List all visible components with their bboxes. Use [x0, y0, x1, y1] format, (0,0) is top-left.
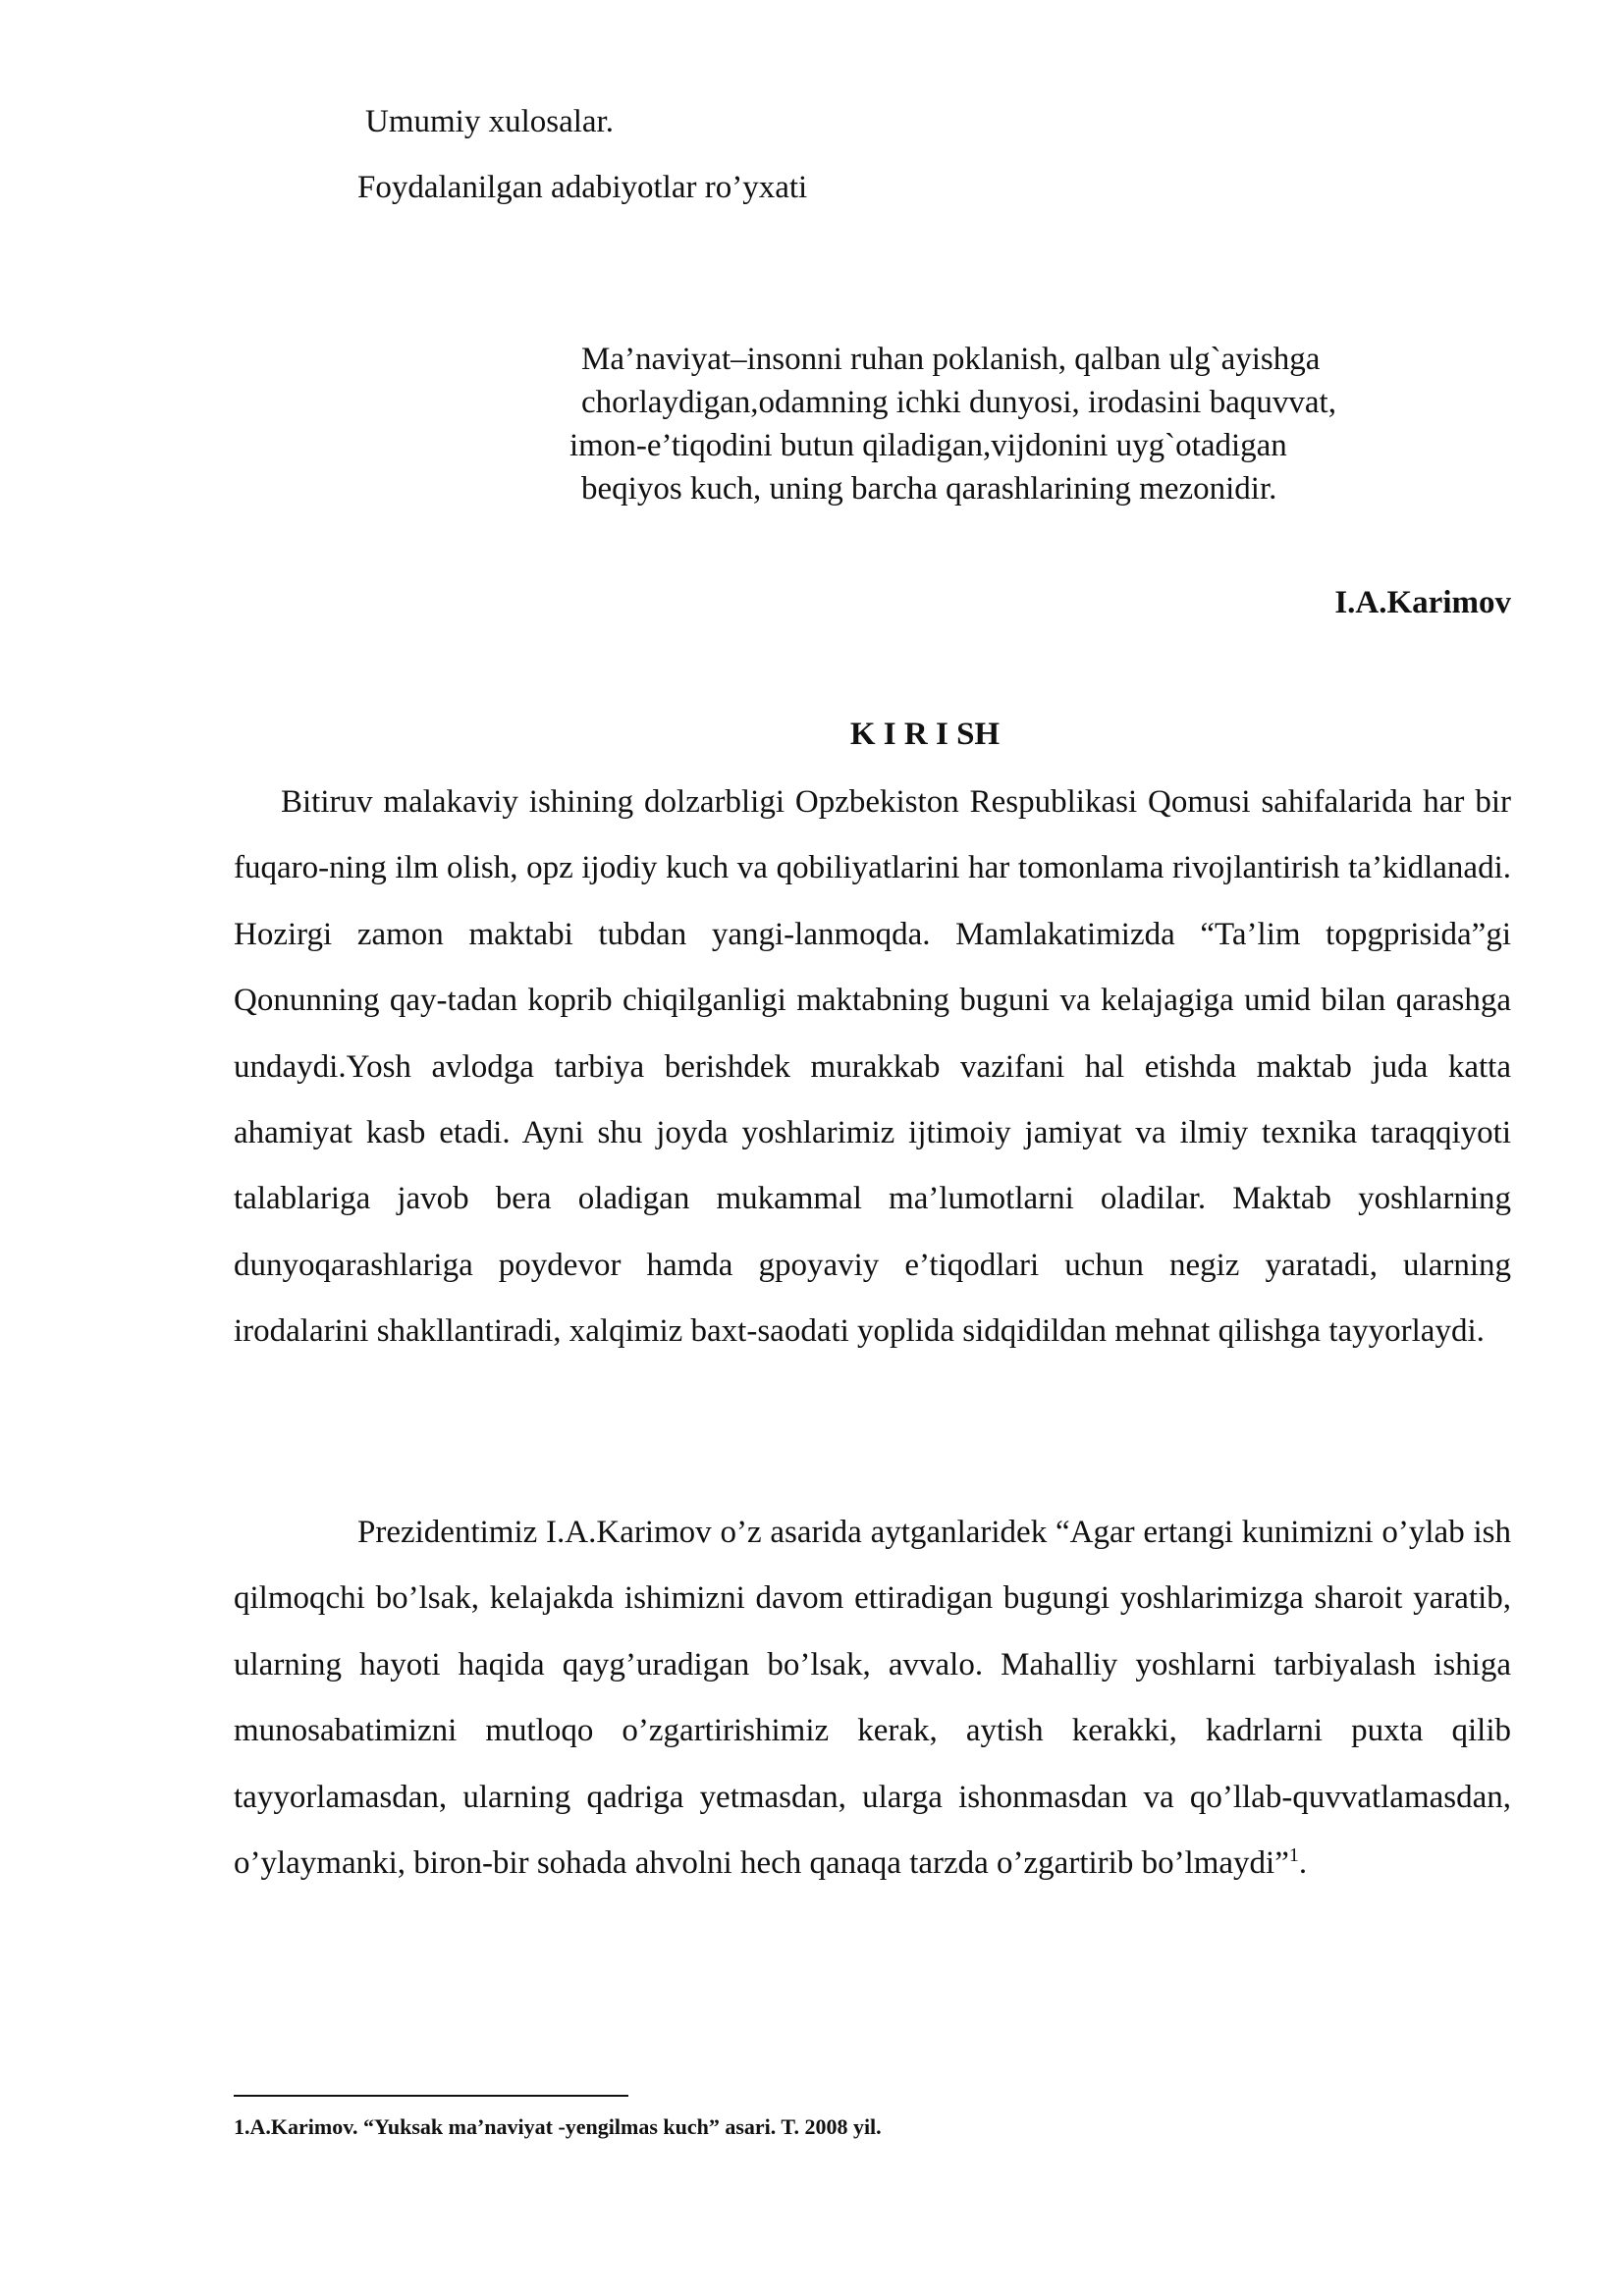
epigraph-line: beqiyos kuch, uning barcha qarashlarining mezonidir. — [581, 471, 1277, 507]
epigraph-line: Ma’naviyat–insonni ruhan poklanish, qalban ulg`ayishga — [581, 342, 1321, 377]
epigraph-line: imon-e’tiqodini butun qiladigan,vijdonini uyg`otadigan — [569, 428, 1287, 463]
paragraph-text: Prezidentimiz I.A.Karimov o’z asarida aytganlaridek “Agar ertangi kunimizni o’ylab ish qilmoqchi bo’lsak, kelajakda ishimizni davom ettiradigan bugungi yoshlarimizga sharoit yaratib, ularning hayoti haqida qayg’uradigan bo’lsak, avvalo. Mahalliy yoshlarni tarbiyalash ishiga munosabatimizni mutloqo o’zgartirishimiz kerak, aytish kerakki, kadrlarni puxta qilib tayyorlamasdan, ularning qadriga yetmasdan, ularga ishonmasdan va qo’llab-quvvatlamasdan, o’ylaymanki, biron-bir sohada ahvolni hech qanaqa tarzda o’zgartirib bo’lmaydi” — [234, 1515, 1511, 1882]
epigraph-line: chorlaydigan,odamning ichki dunyosi, irodasini baquvvat, — [581, 385, 1336, 420]
footnote-divider — [234, 2095, 628, 2097]
body-paragraph — [234, 770, 1511, 1365]
epigraph — [569, 338, 1492, 510]
paragraph-text: Bitiruv malakaviy ishining dolzarbligi Opzbekiston Respublikasi Qomusi sahifalarida har bir fuqaro-ning ilm olish, opz ijodiy kuch va qobiliyatlarini har tomonlama rivojlantirish ta’kidlanadi. Hozirgi zamon maktabi tubdan yangi-lanmoqda. Mamlakatimizda “Ta’lim topgprisida”gi Qonunning qay-tadan koprib chiqilganligi maktabning buguni va kelajagiga umid bilan qarashga undaydi.Yosh avlodga tarbiya berishdek murakkab vazifani hal etishda maktab juda katta ahamiyat kasb etadi. Ayni shu joyda yoshlarimiz ijtimoiy jamiyat va ilmiy texnika taraqqiyoti talablariga javob bera oladigan mukammal ma’lumotlarni oladilar. Maktab yoshlarning dunyoqarashlariga poydevor hamda gpoyaviy e’tiqodlari uchun negiz yaratadi, ularning irodalarini shakllantiradi, xalqimiz baxt-saodati yoplida sidqidildan mehnat qilishga tayyorlaydi. — [234, 784, 1511, 1350]
paragraph-end: . — [1298, 1845, 1308, 1882]
footnote-text: 1.A.Karimov. “Yuksak ma’naviyat -yengilmas kuch” asari. T. 2008 yil. — [234, 2114, 882, 2139]
footnote-reference[interactable]: 1 — [1288, 1844, 1299, 1867]
toc-line-conclusions: Umumiy xulosalar. — [365, 104, 614, 139]
epigraph-author: I.A.Karimov — [1334, 585, 1511, 620]
body-paragraph — [234, 1500, 1511, 1896]
toc-line-references: Foydalanilgan adabiyotlar ro’yxati — [357, 170, 808, 205]
section-heading: K I R I SH — [849, 717, 1001, 752]
